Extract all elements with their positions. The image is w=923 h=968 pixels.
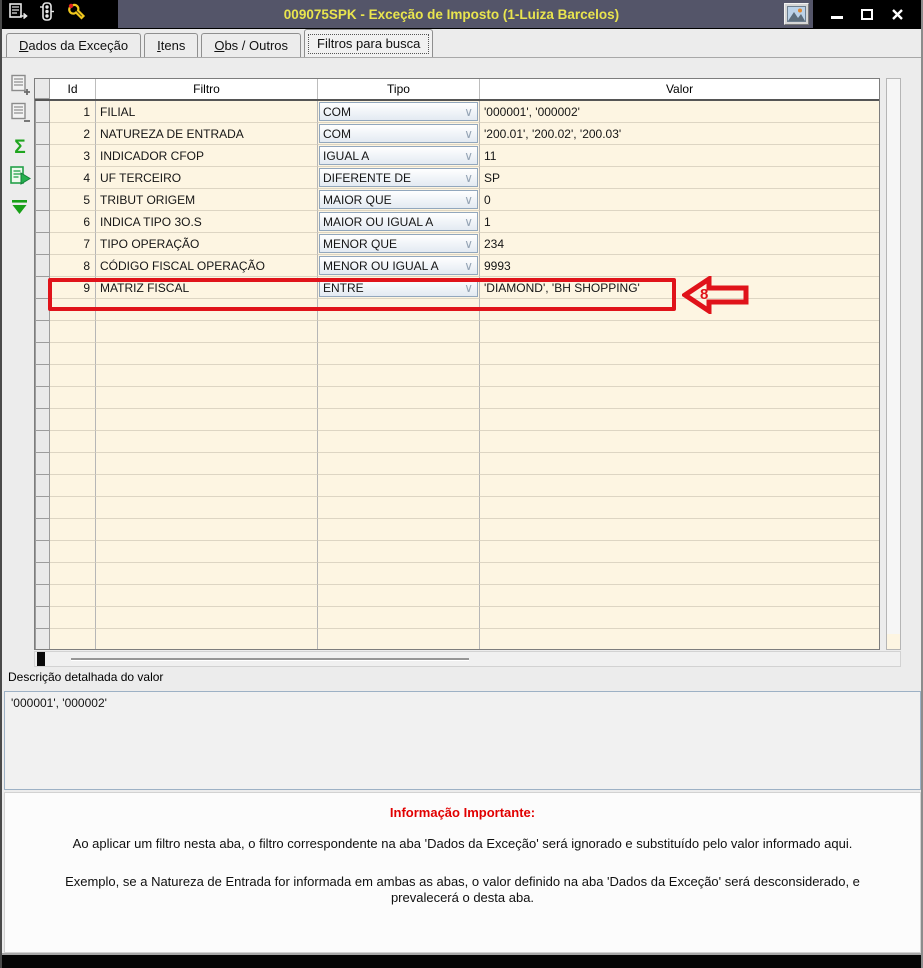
row-selector[interactable] [35,585,50,607]
cell-filtro [96,431,318,453]
column-header-valor[interactable]: Valor [665,82,694,96]
cell-filtro[interactable]: TRIBUT ORIGEM [96,189,318,211]
empty-table-row [35,409,879,431]
row-selector[interactable] [35,431,50,453]
cell-filtro[interactable]: INDICA TIPO 3O.S [96,211,318,233]
row-selector[interactable] [35,387,50,409]
empty-table-row [35,343,879,365]
row-selector[interactable] [35,101,50,123]
cell-id[interactable]: 1 [50,101,96,123]
cell-id [50,365,96,387]
cell-tipo [318,629,480,650]
cell-id [50,475,96,497]
info-paragraph-2: Exemplo, se a Natureza de Entrada for informada em ambas as abas, o valor definido na aba 'Dados da Exceção' será desconsiderado, e prevalecerá o desta aba. [65,873,860,906]
cell-filtro [96,629,318,650]
table-row [35,145,879,167]
cell-id [50,563,96,585]
tipo-dropdown[interactable] [319,234,478,253]
delete-row-button[interactable] [8,102,32,126]
cell-valor [480,607,879,629]
cell-tipo [318,409,480,431]
cell-filtro [96,585,318,607]
cell-valor [480,343,879,365]
chevron-down-icon[interactable]: ∨ [464,171,473,185]
cell-filtro [96,563,318,585]
cell-tipo [318,189,480,211]
tipo-dropdown-value: MAIOR QUE [323,192,392,207]
table-row [35,101,879,123]
table-row [35,233,879,255]
table-row [35,277,879,299]
cell-tipo [318,299,480,321]
row-selector[interactable] [35,629,50,650]
empty-table-row [35,387,879,409]
description-value-box[interactable] [4,691,921,790]
chevron-down-icon[interactable]: ∨ [464,193,473,207]
cell-tipo [318,519,480,541]
cell-filtro [96,497,318,519]
cell-filtro[interactable]: UF TERCEIRO [96,167,318,189]
annotation-number: 8 [700,286,709,303]
chevron-down-icon[interactable]: ∨ [464,259,473,273]
cell-valor [480,629,879,650]
add-row-icon [9,74,31,98]
chevron-down-icon[interactable]: ∨ [464,237,473,251]
cell-tipo [318,563,480,585]
empty-table-row [35,299,879,321]
landscape-icon [787,6,806,22]
cell-tipo [318,101,480,123]
tipo-dropdown[interactable] [319,146,478,165]
cell-tipo [318,497,480,519]
row-selector[interactable] [35,497,50,519]
cell-valor[interactable]: '200.01', '200.02', '200.03' [480,123,879,145]
cell-id [50,299,96,321]
titlebar-left-icons [2,0,118,28]
tipo-dropdown[interactable] [319,212,478,231]
cell-filtro [96,541,318,563]
cell-valor [480,431,879,453]
close-icon [891,8,904,21]
cell-filtro[interactable]: MATRIZ FISCAL [96,277,318,299]
empty-table-row [35,585,879,607]
cell-filtro[interactable]: FILIAL [96,101,318,123]
row-selector[interactable] [35,409,50,431]
cell-tipo [318,431,480,453]
scrollbar-corner [886,634,901,650]
cell-filtro [96,607,318,629]
tipo-dropdown-value: ENTRE [323,280,364,295]
table-row [35,167,879,189]
tipo-dropdown[interactable] [319,168,478,187]
cell-filtro [96,299,318,321]
vertical-scrollbar[interactable] [886,78,901,650]
window-controls [813,0,921,28]
frame-bottom [2,955,921,968]
sigma-icon: Σ [14,137,26,158]
cell-id [50,431,96,453]
tipo-dropdown-value: DIFERENTE DE [323,170,412,185]
cell-id [50,321,96,343]
cell-valor [480,321,879,343]
go-to-end-button[interactable] [8,196,32,220]
cell-id [50,541,96,563]
row-selector[interactable] [35,145,50,167]
tipo-dropdown-value: IGUAL A [323,148,370,163]
cell-filtro[interactable]: INDICADOR CFOP [96,145,318,167]
row-selector[interactable] [35,233,50,255]
cell-valor[interactable]: '000001', '000002' [480,101,879,123]
maximize-button[interactable] [859,6,875,22]
cell-tipo [318,475,480,497]
cell-id [50,519,96,541]
row-selector[interactable] [35,563,50,585]
picture-button[interactable] [784,3,809,25]
cell-valor [480,299,879,321]
column-header-filtro[interactable]: Filtro [96,79,318,99]
cell-valor[interactable]: 11 [480,145,879,167]
cell-valor [480,453,879,475]
header-selector-cell [35,79,50,99]
cell-valor[interactable]: SP [480,167,879,189]
tipo-dropdown[interactable] [319,102,478,121]
tipo-dropdown-value: COM [323,104,351,119]
tab-bar [2,29,921,58]
horizontal-scrollbar[interactable] [34,651,901,667]
cell-filtro [96,453,318,475]
row-selector[interactable] [35,299,50,321]
info-paragraph-1: Ao aplicar um filtro nesta aba, o filtro correspondente na aba 'Dados da Exceção' será ignorado e substituído pelo valor informado aqui. [72,836,853,851]
cell-id[interactable]: 4 [50,167,96,189]
cell-valor [480,541,879,563]
tipo-dropdown-value: MENOR QUE [323,236,398,251]
cell-valor [480,563,879,585]
cell-filtro [96,365,318,387]
export-icon [8,165,32,189]
minimize-button[interactable] [829,6,845,22]
cell-tipo [318,255,480,277]
description-label: Descrição detalhada do valor [8,670,164,684]
cell-tipo [318,123,480,145]
cell-id [50,453,96,475]
tipo-dropdown[interactable] [319,124,478,143]
empty-table-row [35,607,879,629]
focus-rectangle [308,34,429,54]
cell-id [50,497,96,519]
chevron-down-icon[interactable]: ∨ [464,215,473,229]
empty-table-row [35,453,879,475]
tipo-dropdown[interactable] [319,190,478,209]
cell-id[interactable]: 5 [50,189,96,211]
tab-itens[interactable]: Itens [144,33,198,57]
empty-table-row [35,497,879,519]
add-row-button[interactable] [8,74,32,98]
tab-dados-da-excecao[interactable]: Dados da Exceção [6,33,141,57]
row-selector[interactable] [35,277,50,299]
row-selector[interactable] [35,167,50,189]
cell-tipo [318,167,480,189]
cell-filtro[interactable]: NATUREZA DE ENTRADA [96,123,318,145]
column-header-id[interactable]: Id [50,79,96,99]
cell-valor [480,387,879,409]
row-selector[interactable] [35,189,50,211]
window-title: 009075SPK - Exceção de Imposto (1-Luiza Barcelos) [283,6,620,22]
cell-id[interactable]: 3 [50,145,96,167]
row-selector[interactable] [35,255,50,277]
row-selector[interactable] [35,123,50,145]
empty-table-row [35,541,879,563]
cell-tipo [318,145,480,167]
row-selector[interactable] [35,211,50,233]
tipo-dropdown[interactable] [319,278,478,297]
cell-valor[interactable]: 234 [480,233,879,255]
cell-filtro[interactable]: TIPO OPERAÇÃO [96,233,318,255]
cell-valor [480,475,879,497]
row-selector[interactable] [35,365,50,387]
cell-id[interactable]: 7 [50,233,96,255]
cell-id[interactable]: 6 [50,211,96,233]
grid-header [35,79,879,101]
cell-valor [480,585,879,607]
row-selector[interactable] [35,475,50,497]
cell-id [50,409,96,431]
cell-tipo [318,453,480,475]
empty-table-row [35,629,879,650]
tipo-dropdown-value: MENOR OU IGUAL A [323,258,439,273]
grid-body [35,101,879,650]
cell-tipo [318,585,480,607]
empty-table-row [35,321,879,343]
cell-id[interactable]: 9 [50,277,96,299]
titlebar [2,0,921,29]
cell-filtro[interactable]: CÓDIGO FISCAL OPERAÇÃO [96,255,318,277]
row-selector[interactable] [35,453,50,475]
empty-table-row [35,519,879,541]
cell-valor [480,409,879,431]
cell-valor [480,365,879,387]
left-arrow-icon [682,276,752,314]
delete-row-icon [9,102,31,126]
cell-tipo [318,321,480,343]
horizontal-scroll-groove [71,658,469,661]
cell-id [50,629,96,650]
cell-tipo [318,277,480,299]
empty-table-row [35,563,879,585]
cell-tipo [318,211,480,233]
table-row [35,255,879,277]
cell-id [50,387,96,409]
cell-valor [480,497,879,519]
chevron-down-icon[interactable]: ∨ [464,281,473,295]
row-selector[interactable] [35,541,50,563]
document-export-icon[interactable] [8,2,28,27]
row-selector[interactable] [35,519,50,541]
info-panel [4,792,921,953]
cell-filtro [96,409,318,431]
cell-filtro [96,343,318,365]
info-title: Informação Importante: [389,805,536,820]
cell-id [50,607,96,629]
table-row [35,123,879,145]
empty-table-row [35,475,879,497]
cell-id[interactable]: 2 [50,123,96,145]
chevron-down-icon[interactable]: ∨ [464,149,473,163]
cell-id [50,585,96,607]
table-row [35,211,879,233]
traffic-light-icon[interactable] [38,2,56,27]
cell-valor[interactable]: 1 [480,211,879,233]
cell-filtro [96,475,318,497]
empty-table-row [35,365,879,387]
sum-button[interactable] [8,135,32,161]
empty-table-row [35,431,879,453]
cell-valor[interactable]: 'DIAMOND', 'BH SHOPPING' [480,277,879,299]
table-row [35,189,879,211]
filters-grid [34,78,880,650]
close-button[interactable] [889,6,905,22]
horizontal-scroll-thumb[interactable] [37,652,45,666]
cell-valor[interactable]: 0 [480,189,879,211]
cell-valor [480,519,879,541]
grid-toolbar [7,74,33,220]
row-selector[interactable] [35,343,50,365]
cell-id [50,343,96,365]
tipo-dropdown-value: MAIOR OU IGUAL A [323,214,434,229]
cell-tipo [318,343,480,365]
cell-filtro [96,387,318,409]
tipo-dropdown-value: COM [323,126,351,141]
cell-tipo [318,607,480,629]
arrow-down-icon [9,198,31,218]
description-value: '000001', '000002' [11,696,107,710]
chevron-down-icon[interactable]: ∨ [464,105,473,119]
tab-filtros-para-busca[interactable]: Filtros para busca [304,29,433,57]
cell-tipo [318,387,480,409]
cell-tipo [318,233,480,255]
annotation-arrow [682,276,752,314]
chevron-down-icon[interactable]: ∨ [464,127,473,141]
cell-filtro [96,519,318,541]
wrench-icon[interactable] [66,2,86,27]
row-selector[interactable] [35,607,50,629]
cell-tipo [318,541,480,563]
export-button[interactable] [8,165,32,189]
tab-obs-outros[interactable]: Obs / Outros [201,33,301,57]
tipo-dropdown[interactable] [319,256,478,275]
column-header-tipo[interactable]: Tipo [318,79,480,99]
row-selector[interactable] [35,321,50,343]
cell-tipo [318,365,480,387]
cell-valor[interactable]: 9993 [480,255,879,277]
cell-filtro [96,321,318,343]
cell-id[interactable]: 8 [50,255,96,277]
